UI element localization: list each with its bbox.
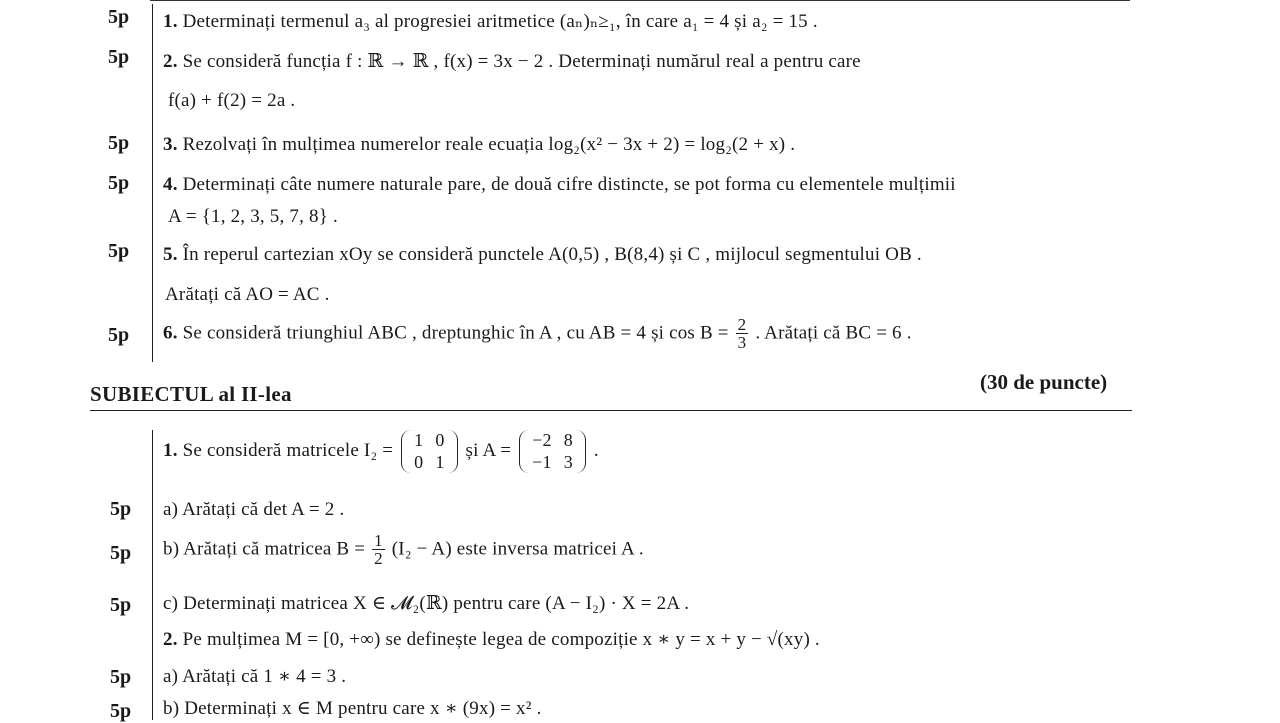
exercise-5 [163, 244, 922, 266]
part-1a [163, 499, 344, 521]
matrix-cell: 8 [563, 430, 573, 450]
matrix-cell: 1 [414, 430, 424, 450]
part-label: a) [163, 499, 179, 520]
exercise-text-end: . Arătați că BC = 6 . [755, 322, 912, 344]
matrix-cell: 3 [563, 451, 573, 472]
exercise-text: Determinați termenul a₃ al progresiei aritmetice (aₙ)ₙ≥₁, în care a₁ = 4 și a₂ = 15 . [182, 11, 818, 32]
matrix-a [519, 430, 586, 473]
question-1 [163, 430, 599, 473]
exercise-text: Rezolvați în mulțimea numerelor reale ecuația log₂(x² − 3x + 2) = log₂(2 + x) . [182, 134, 796, 155]
exercise-text: Se consideră funcția f : ℝ → ℝ , f(x) = 3x − 2 . Determinați numărul real a pentru care [182, 51, 861, 72]
matrix-cell: 1 [435, 451, 445, 472]
part-2a [163, 665, 346, 688]
exercise-2-continuation: f(a) + f(2) = 2a . [168, 90, 296, 111]
part-text: Arătați că matricea B = [183, 538, 366, 560]
question-text: Pe mulțimea M = [0, +∞) se definește legea de compoziție x ∗ y = x + y − √(xy) . [182, 629, 820, 650]
section-rule [90, 410, 1132, 411]
part-label: b) [163, 538, 180, 560]
points-label: 5p [108, 46, 130, 68]
exercise-number: 4. [163, 174, 178, 195]
fraction-denominator: 2 [374, 549, 383, 568]
points-label: 5p [110, 666, 132, 688]
matrix-cell: 0 [414, 451, 424, 472]
part-text: Determinați x ∈ M pentru care x ∗ (9x) = x² . [184, 698, 542, 719]
matrix-cell: 0 [435, 430, 445, 450]
exercise-5-continuation: Arătați că AO = AC . [165, 284, 330, 305]
exercise-text: În reperul cartezian xOy se consideră punctele A(0,5) , B(8,4) și C , mijlocul segmentului OB . [182, 244, 922, 265]
section-points: (30 de puncte) [980, 370, 1108, 394]
points-label: 5p [110, 498, 132, 520]
exercise-1 [163, 10, 818, 33]
part-text: Arătați că 1 ∗ 4 = 3 . [182, 666, 347, 687]
part-text-end: (I₂ − A) este inversa matricei A . [391, 538, 644, 560]
exercise-2 [163, 50, 861, 73]
exercise-text: Determinați câte numere naturale pare, de două cifre distincte, se pot forma cu elementele mulțimii [182, 174, 956, 195]
part-1b [163, 532, 644, 569]
matrix-cell: −2 [532, 430, 552, 450]
question-text-end: . [593, 439, 599, 461]
exercise-text: Se consideră triunghiul ABC , dreptunghic în A , cu AB = 4 și cos B = [182, 322, 729, 344]
points-label: 5p [108, 240, 130, 262]
section-title: SUBIECTUL al II-lea [90, 382, 292, 406]
fraction [736, 316, 749, 353]
points-label: 5p [108, 324, 130, 346]
exercise-3 [163, 134, 795, 156]
points-label: 5p [108, 132, 130, 154]
points-label: 5p [110, 542, 132, 564]
question-number: 2. [163, 629, 178, 650]
matrix-cell: −1 [532, 451, 552, 472]
part-text: Arătați că det A = 2 . [182, 499, 345, 520]
question-text: Se consideră matricele I₂ = [182, 439, 394, 461]
points-label: 5p [110, 700, 132, 722]
question-text-mid: și A = [465, 439, 512, 461]
points-label: 5p [108, 172, 130, 194]
top-rule [150, 0, 1130, 1]
exercise-4 [163, 174, 956, 196]
exercise-4-continuation: A = {1, 2, 3, 5, 7, 8} . [168, 206, 338, 227]
part-1c [163, 592, 689, 615]
question-number: 1. [163, 439, 178, 461]
margin-line-top [152, 4, 153, 362]
exercise-number: 6. [163, 322, 178, 344]
question-2 [163, 628, 820, 651]
exercise-number: 3. [163, 134, 178, 155]
exercise-number: 5. [163, 244, 178, 265]
fraction [372, 532, 385, 569]
margin-line-bottom [152, 430, 153, 720]
part-text: Determinați matricea X ∈ 𝓜₂(ℝ) pentru care (A − I₂) · X = 2A . [183, 593, 690, 614]
points-label: 5p [110, 594, 132, 616]
fraction-denominator: 3 [737, 333, 747, 352]
exercise-6 [163, 316, 912, 353]
exercise-number: 2. [163, 51, 178, 72]
part-2b [163, 697, 542, 720]
part-label: b) [163, 698, 180, 719]
matrix-i2 [401, 430, 457, 473]
points-label: 5p [108, 6, 130, 28]
part-label: c) [163, 593, 179, 614]
fraction-numerator: 1 [374, 531, 383, 550]
part-label: a) [163, 666, 179, 687]
fraction-numerator: 2 [737, 315, 747, 334]
exercise-number: 1. [163, 11, 178, 32]
